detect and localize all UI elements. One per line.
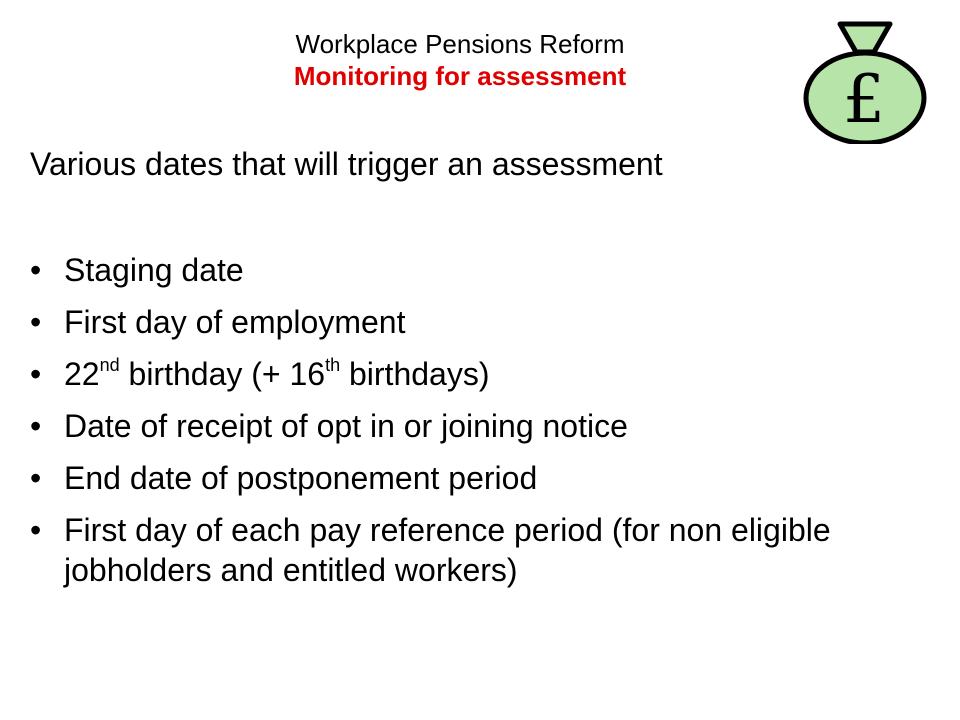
svg-text:£: £ [843,61,885,138]
bullet-icon: • [30,408,42,444]
title-line-2: Monitoring for assessment [293,61,627,91]
bullet-icon: • [30,356,42,392]
list-item [30,250,930,290]
list-item-text: First day of employment [64,304,406,340]
list-item [30,458,930,498]
list-item-text: Staging date [64,252,244,288]
slide-heading: Various dates that will trigger an assessment [30,146,663,182]
title-line-1: Workplace Pensions Reform [295,29,625,59]
bullet-list [30,250,930,602]
bullet-icon: • [30,252,42,288]
list-item-text: First day of each pay reference period (for non eligible jobholders and entitled workers) [64,512,831,588]
bullet-icon: • [30,460,42,496]
list-item [30,302,930,342]
bullet-icon: • [30,304,42,340]
pound-money-bag-icon [800,18,930,144]
list-item-text: End date of postponement period [64,460,538,496]
list-item [30,510,930,590]
list-item [30,406,930,446]
list-item [30,354,930,394]
list-item-text: Date of receipt of opt in or joining notice [64,408,628,444]
slide-title [215,28,705,92]
list-item-text: 22nd birthday (+ 16th birthdays) [64,355,490,392]
bullet-icon: • [30,512,42,548]
